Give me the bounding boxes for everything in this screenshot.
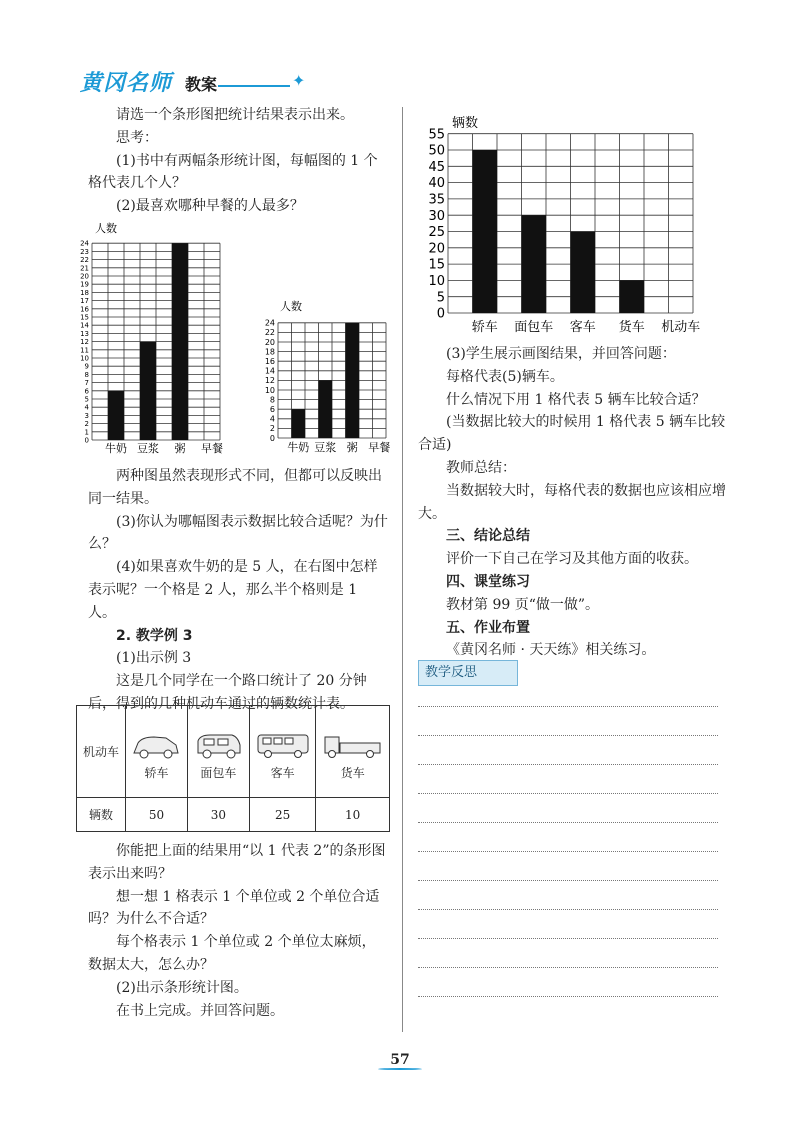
paragraph: 请选一个条形图把统计结果表示出来。 <box>116 107 354 123</box>
dotted-line <box>418 880 718 881</box>
y-tick-label: 21 <box>80 264 89 273</box>
y-tick-label: 20 <box>80 272 89 281</box>
y-tick-label: 5 <box>84 395 89 404</box>
chart3-ylabel: 辆数 <box>452 116 479 131</box>
table-count-cell: 25 <box>249 798 316 832</box>
y-tick-label: 20 <box>428 241 445 257</box>
y-tick-label: 17 <box>80 297 89 306</box>
bar <box>292 409 306 438</box>
y-tick-label: 4 <box>269 414 275 424</box>
bar <box>346 323 360 438</box>
y-tick-label: 18 <box>264 347 275 357</box>
chart2-yticks <box>265 319 275 443</box>
x-tick-label: 牛奶 <box>105 442 127 455</box>
y-tick-label: 1 <box>84 428 89 437</box>
table-vehicle-cell <box>187 706 249 798</box>
paragraph: 每格代表(5)辆车。 <box>446 368 564 385</box>
chart3-xticks <box>472 319 701 335</box>
table-vehicle-cell <box>126 706 188 798</box>
bar <box>473 150 498 313</box>
paragraph: 你能把上面的结果用“以 1 代表 2”的条形图表示出来吗？ <box>88 843 386 882</box>
paragraph: (4)如果喜欢牛奶的是 5 人，在右图中怎样表示呢？一个格是 2 人，那么半个格则是 1 人。 <box>88 559 378 621</box>
table-count-cell: 30 <box>187 798 249 832</box>
dotted-line <box>418 764 718 765</box>
y-tick-label: 20 <box>264 337 275 347</box>
paragraph: 这是几个同学在一个路口统计了 20 分钟后，得到的几种机动车通过的辆数统计表。 <box>88 673 367 712</box>
vehicle-label: 轿车 <box>144 766 169 780</box>
truck-icon <box>322 731 384 761</box>
dotted-line <box>418 909 718 910</box>
table-header-cell: 辆数 <box>77 798 126 832</box>
y-tick-label: 55 <box>428 127 445 143</box>
paragraph: (3)学生展示画图结果，并回答问题： <box>446 346 676 362</box>
paragraph: 什么情况下用 1 格代表 5 辆车比较合适？ <box>446 391 706 408</box>
y-tick-label: 45 <box>428 159 445 175</box>
y-tick-label: 40 <box>428 176 445 192</box>
right-column <box>418 343 726 662</box>
x-tick-label: 客车 <box>569 320 596 335</box>
y-tick-label: 0 <box>269 433 275 443</box>
reflection-tag: 教学反思 <box>418 660 518 686</box>
dotted-line <box>418 851 718 852</box>
breakfast-chart-2 <box>258 300 403 462</box>
table-row <box>77 706 390 798</box>
y-tick-label: 23 <box>80 247 89 256</box>
chart3-yticks <box>428 127 445 321</box>
chart1-ylabel: 人数 <box>95 222 117 235</box>
paragraph: 想一想 1 格表示 1 个单位或 2 个单位合适吗？为什么不合适？ <box>88 888 380 928</box>
left-column-middle <box>88 465 388 716</box>
bar <box>571 232 596 314</box>
y-tick-label: 8 <box>269 395 275 405</box>
y-tick-label: 50 <box>428 143 445 159</box>
dotted-line <box>418 967 718 968</box>
left-column-bottom <box>88 840 388 1022</box>
paragraph: 教师总结： <box>446 459 516 476</box>
y-tick-label: 9 <box>84 362 89 371</box>
y-tick-label: 6 <box>269 405 275 414</box>
table-count-cell: 10 <box>316 798 390 832</box>
y-tick-label: 13 <box>80 329 89 338</box>
paragraph: (2)出示条形统计图。 <box>116 979 248 996</box>
y-tick-label: 0 <box>436 306 445 322</box>
bar <box>140 342 156 440</box>
chart2-xticks <box>287 440 390 454</box>
y-tick-label: 5 <box>436 290 445 306</box>
y-tick-label: 3 <box>84 411 89 420</box>
paragraph: 两种图虽然表现形式不同，但都可以反映出同一结果。 <box>88 468 382 507</box>
y-tick-label: 22 <box>264 328 275 338</box>
vehicle-chart <box>418 113 718 338</box>
x-tick-label: 面包车 <box>514 320 554 335</box>
bus-icon <box>255 731 311 761</box>
chart2-ylabel: 人数 <box>280 300 302 313</box>
y-tick-label: 24 <box>264 318 275 328</box>
dotted-line <box>418 938 718 939</box>
y-tick-label: 10 <box>80 354 89 363</box>
header-subtitle: 教案 <box>185 75 218 94</box>
bar <box>172 243 188 440</box>
x-tick-label: 机动车 <box>661 320 701 335</box>
sedan-icon <box>130 731 182 761</box>
paragraph: 教材第 99 页“做一做”。 <box>446 596 600 613</box>
y-tick-label: 8 <box>84 370 89 379</box>
chart1-yticks <box>80 240 89 445</box>
y-tick-label: 4 <box>84 403 89 412</box>
x-tick-label: 牛奶 <box>287 441 310 454</box>
bar <box>522 215 547 313</box>
y-tick-label: 16 <box>264 357 275 366</box>
vehicle-label: 客车 <box>270 766 295 780</box>
header-rule <box>218 85 290 87</box>
x-tick-label: 早餐 <box>201 442 223 455</box>
x-tick-label: 粥 <box>174 442 186 455</box>
y-tick-label: 14 <box>264 366 275 376</box>
table-row <box>77 798 390 832</box>
paragraph: (3)你认为哪幅图表示数据比较合适呢？为什么？ <box>88 513 388 553</box>
section-heading: 三、结论总结 <box>446 528 530 545</box>
y-tick-label: 15 <box>428 257 445 273</box>
paragraph: 思考： <box>116 129 158 146</box>
y-tick-label: 25 <box>428 225 445 241</box>
dotted-line <box>418 996 718 997</box>
minivan-icon <box>192 731 244 761</box>
bar <box>620 280 645 313</box>
vehicle-table <box>76 705 390 832</box>
vehicle-label: 面包车 <box>200 766 237 780</box>
y-tick-label: 22 <box>80 256 89 265</box>
y-tick-label: 30 <box>428 208 445 224</box>
y-tick-label: 19 <box>80 280 89 289</box>
bar <box>319 380 333 438</box>
paragraph: 每个格表示 1 个单位或 2 个单位太麻烦，数据太大，怎么办？ <box>88 934 376 973</box>
bar <box>108 391 124 440</box>
star-icon: ✦ <box>292 71 306 90</box>
table-header-cell: 机动车 <box>77 706 126 798</box>
y-tick-label: 16 <box>80 305 89 314</box>
y-tick-label: 7 <box>84 379 89 388</box>
y-tick-label: 2 <box>84 420 89 429</box>
x-tick-label: 货车 <box>618 320 645 335</box>
y-tick-label: 10 <box>264 385 275 395</box>
dotted-line <box>418 735 718 736</box>
section-heading: 五、作业布置 <box>446 619 530 636</box>
vehicle-label: 货车 <box>340 766 365 780</box>
chart1-xticks <box>105 441 223 455</box>
page-number: 57 <box>390 1052 410 1068</box>
x-tick-label: 豆浆 <box>314 441 337 454</box>
y-tick-label: 24 <box>80 239 89 248</box>
page-number-decoration <box>378 1068 422 1070</box>
paragraph: 评价一下自己在学习及其他方面的收获。 <box>446 551 698 568</box>
y-tick-label: 18 <box>80 288 89 297</box>
paragraph: 《黄冈名师 · 天天练》相关练习。 <box>446 642 656 659</box>
paragraph: (2)最喜欢哪种早餐的人最多？ <box>116 198 304 215</box>
y-tick-label: 12 <box>264 376 275 386</box>
paragraph: (1)书中有两幅条形统计图，每幅图的 1 个格代表几个人？ <box>88 152 378 192</box>
dotted-line <box>418 822 718 823</box>
table-vehicle-cell <box>249 706 316 798</box>
y-tick-label: 0 <box>84 436 89 445</box>
x-tick-label: 轿车 <box>471 320 498 335</box>
column-divider <box>402 107 403 1032</box>
y-tick-label: 14 <box>80 321 89 330</box>
paragraph: (当数据比较大的时候用 1 格代表 5 辆车比较合适) <box>418 414 726 454</box>
y-tick-label: 15 <box>80 313 89 322</box>
y-tick-label: 6 <box>84 387 89 396</box>
table-vehicle-cell <box>316 706 390 798</box>
table-count-cell: 50 <box>126 798 188 832</box>
x-tick-label: 粥 <box>346 441 358 454</box>
paragraph: 当数据较大时，每格代表的数据也应该相应增大。 <box>418 482 726 522</box>
section-heading: 四、课堂练习 <box>446 573 530 590</box>
dotted-line <box>418 706 718 707</box>
header-logo: 黄冈名师 <box>80 71 173 96</box>
y-tick-label: 12 <box>80 338 89 347</box>
breakfast-chart-1 <box>78 222 238 462</box>
x-tick-label: 早餐 <box>368 441 391 454</box>
y-tick-label: 10 <box>428 273 445 289</box>
dotted-line <box>418 793 718 794</box>
left-column-top <box>88 104 388 218</box>
x-tick-label: 豆浆 <box>137 442 159 455</box>
y-tick-label: 35 <box>428 192 445 208</box>
paragraph: 在书上完成。并回答问题。 <box>116 1002 284 1019</box>
y-tick-label: 11 <box>80 346 89 355</box>
y-tick-label: 2 <box>269 424 275 434</box>
section-heading: 2. 教学例 3 <box>116 627 193 644</box>
paragraph: (1)出示例 3 <box>116 650 192 667</box>
